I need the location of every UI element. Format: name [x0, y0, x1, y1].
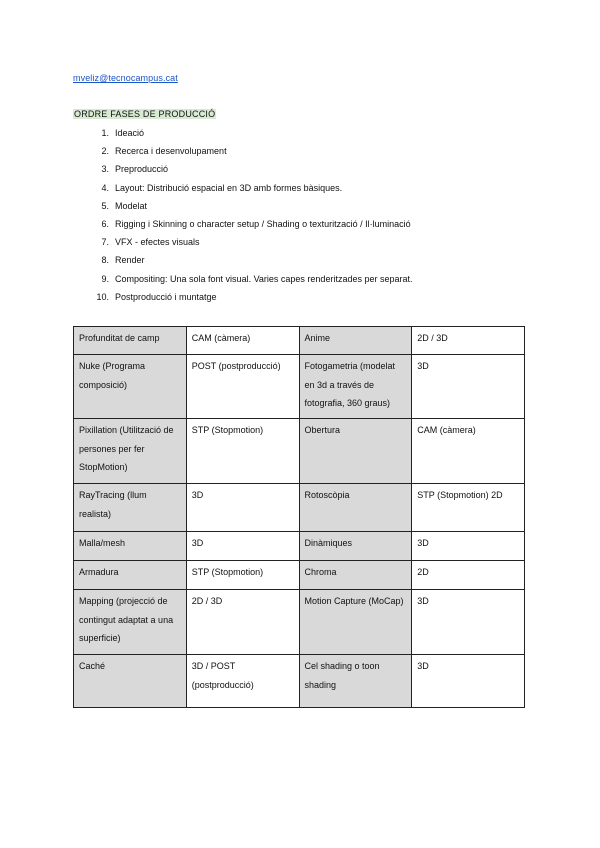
category-cell: STP (Stopmotion): [186, 419, 299, 484]
term-cell: Cel shading o toon shading: [299, 655, 412, 708]
category-cell: 3D: [412, 590, 525, 655]
list-item: [73, 251, 543, 269]
list-item: [73, 233, 543, 251]
category-cell: POST (postproducció): [186, 355, 299, 419]
term-cell: Malla/mesh: [74, 532, 187, 561]
term-cell: Anime: [299, 327, 412, 355]
list-number: 4.: [101, 182, 109, 193]
term-cell: Profunditat de camp: [74, 327, 187, 355]
term-cell: Mapping (projecció de contingut adaptat a una superficie): [74, 590, 187, 655]
table-row: [74, 484, 525, 532]
list-item: [73, 270, 543, 288]
list-item: [73, 288, 543, 306]
list-text: Compositing: Una sola font visual. Varies capes renderitzades per separat.: [115, 273, 413, 284]
list-number: 1.: [101, 128, 109, 138]
term-cell: Caché: [74, 655, 187, 708]
list-text: Layout: Distribució espacial en 3D amb formes bàsiques.: [115, 182, 343, 193]
table-row: [74, 655, 525, 708]
term-cell: Motion Capture (MoCap): [299, 590, 412, 655]
category-cell: 3D: [412, 655, 525, 708]
list-number: 2.: [101, 146, 109, 157]
glossary-table: [73, 326, 525, 708]
list-number: 5.: [101, 200, 109, 211]
list-number: 7.: [101, 237, 109, 248]
category-cell: 2D: [412, 561, 525, 590]
email-link[interactable]: mveliz@tecnocampus.cat: [73, 73, 178, 83]
list-text: Rigging i Skinning o character setup / Shading o texturització / Il·luminació: [115, 218, 411, 229]
list-item: [73, 179, 543, 197]
term-cell: Fotogametria (modelat en 3d a través de fotografia, 360 graus): [299, 355, 412, 419]
list-item: [73, 142, 543, 160]
list-text: VFX - efectes visuals: [115, 237, 200, 248]
category-cell: 3D: [186, 532, 299, 561]
category-cell: 2D / 3D: [186, 590, 299, 655]
table-row: [74, 590, 525, 655]
list-text: Render: [115, 255, 145, 266]
term-cell: Pixillation (Utilització de persones per fer StopMotion): [74, 419, 187, 484]
list-number: 8.: [101, 255, 109, 266]
list-number: 9.: [101, 273, 109, 284]
category-cell: 3D: [412, 355, 525, 419]
category-cell: 3D: [412, 532, 525, 561]
category-cell: STP (Stopmotion): [186, 561, 299, 590]
list-text: Recerca i desenvolupament: [115, 146, 227, 157]
category-cell: 2D / 3D: [412, 327, 525, 355]
term-cell: Nuke (Programa composició): [74, 355, 187, 419]
production-phases-list: [73, 124, 543, 306]
list-item: [73, 197, 543, 215]
term-cell: Armadura: [74, 561, 187, 590]
list-text: Modelat: [115, 200, 148, 211]
category-cell: CAM (càmera): [186, 327, 299, 355]
category-cell: CAM (càmera): [412, 419, 525, 484]
list-item: [73, 160, 543, 178]
term-cell: RayTracing (llum realista): [74, 484, 187, 532]
table-row: [74, 561, 525, 590]
category-cell: STP (Stopmotion) 2D: [412, 484, 525, 532]
table-row: [74, 327, 525, 355]
category-cell: 3D: [186, 484, 299, 532]
list-text: Postproducció i muntatge: [115, 291, 217, 302]
term-cell: Obertura: [299, 419, 412, 484]
list-text: Preproducció: [115, 164, 169, 175]
table-row: [74, 532, 525, 561]
list-text: Ideació: [115, 128, 145, 138]
section-title: ORDRE FASES DE PRODUCCIÓ: [74, 109, 216, 119]
table-row: [74, 419, 525, 484]
term-cell: Chroma: [299, 561, 412, 590]
category-cell: 3D / POST (postproducció): [186, 655, 299, 708]
list-number: 6.: [101, 218, 109, 229]
list-number: 10.: [96, 291, 109, 302]
term-cell: Dinàmiques: [299, 532, 412, 561]
list-item: [73, 124, 543, 142]
list-item: [73, 215, 543, 233]
table-row: [74, 355, 525, 419]
list-number: 3.: [101, 164, 109, 175]
term-cell: Rotoscòpia: [299, 484, 412, 532]
